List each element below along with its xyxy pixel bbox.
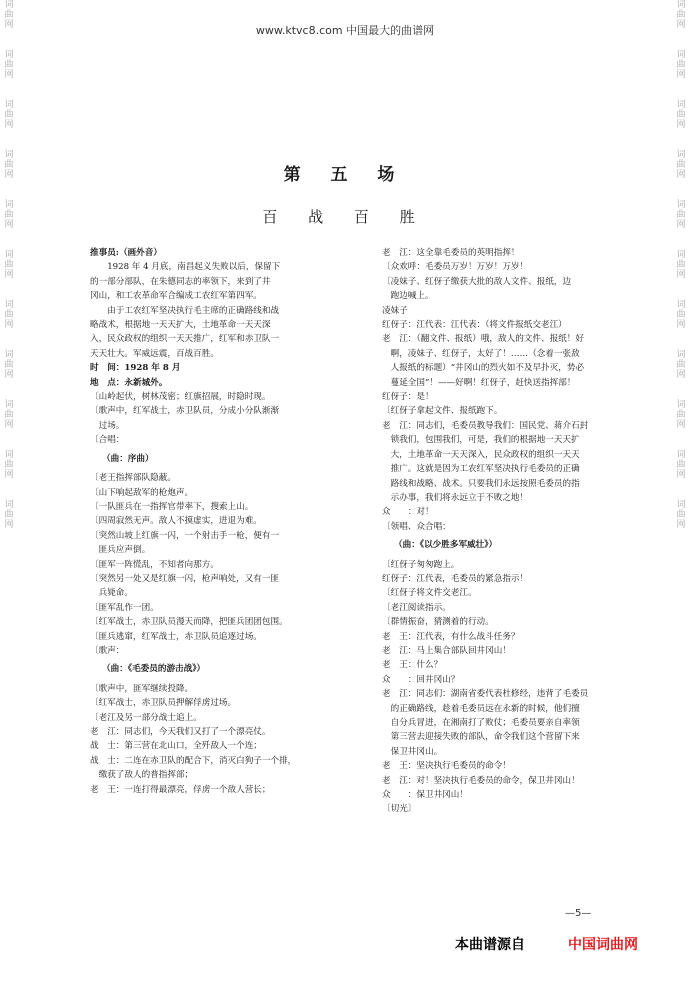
script-line: 老 江：同志们，毛委员教导我们：国民党、蒋介石封 (382, 420, 589, 431)
script-line: 〔红伢子将文件交老江。 (382, 588, 477, 599)
script-line: 〔红军战士，赤卫队员押解俘虏过场。 (90, 698, 237, 709)
script-line: 凌妹子 (382, 305, 408, 316)
watermark-char: 曲 (4, 160, 14, 170)
script-left-column (90, 246, 348, 797)
watermark-char: 曲 (676, 60, 686, 70)
script-line: 〔凌妹子、红伢子缴获大批的敌人文件、报纸，边 (382, 276, 572, 287)
script-line: 过场。 (90, 420, 125, 431)
watermark-char: 曲 (676, 210, 686, 220)
watermark-char: 曲 (4, 310, 14, 320)
script-line: 〔突然另一处又是红旗一闪，枪声响处，又有一匪 (90, 573, 280, 584)
song-heading: （曲：序曲） (102, 453, 154, 464)
watermark-char: 词 (4, 400, 14, 410)
script-line: 路线和战略、战术。只要我们永远按照毛委员的指 (382, 478, 580, 489)
watermark-char: 曲 (676, 310, 686, 320)
script-line: 缴获了敌人的普指挥部； (90, 770, 194, 781)
script-line: 〔突然山坡上红旗一闪，一个射击手一枪，便有一 (90, 530, 280, 541)
script-line: 〔匪军乱作一团。 (90, 602, 159, 613)
script-line: 〔老江及另一部分战士追上。 (90, 712, 202, 723)
script-line: 示办事，我们将永远立于不败之地！ (382, 492, 529, 503)
watermark-char: 曲 (676, 460, 686, 470)
watermark-char: 曲 (4, 110, 14, 120)
script-line: 略战术，根据地一天天扩大，土地革命一天天深 (90, 320, 271, 331)
script-line: 推事员:（画外音） (90, 248, 162, 258)
watermark-char: 词 (676, 450, 686, 460)
watermark-char: 曲 (676, 260, 686, 270)
script-line: 1928 年 4 月底，南昌起义失败以后，保留下 (90, 262, 281, 273)
script-line: 锁我们，包围我们，可是，我们的根据地一天天扩 (382, 435, 580, 446)
script-line: 老 王：江代表，有什么战斗任务？ (382, 631, 520, 642)
watermark-char: 词 (4, 0, 14, 10)
watermark-char: 网 (4, 170, 14, 180)
footer-site-name[interactable]: 中国词曲网 (568, 937, 638, 953)
watermark-char: 网 (676, 370, 686, 380)
script-line: 的一部分部队，在朱德同志的率领下，来到了井 (90, 276, 271, 287)
script-line: 战 士：第三营在北山口，全歼敌人一个连； (90, 741, 262, 752)
script-line: 〔众欢呼：毛委员万岁！万岁！万岁！ (382, 262, 529, 273)
script-line: 〔歌声中，红军战士，赤卫队员，分成小分队渐渐 (90, 406, 280, 417)
header-url[interactable]: www.ktvc8.com 中国最大的曲谱网 (255, 24, 435, 37)
watermark-char: 词 (4, 250, 14, 260)
script-line: 〔红伢子拿起文件、报纸跑下。 (382, 406, 503, 417)
watermark-char: 网 (676, 70, 686, 80)
script-line: 啊，凌妹子、红伢子，太好了！……（念着一张敌 (382, 348, 580, 359)
script-line: 大，土地革命一天天深入，民众政权的组织一天天 (382, 449, 580, 460)
watermark-char: 曲 (4, 410, 14, 420)
script-line: 众 ：回井冈山？ (382, 674, 460, 685)
watermark-char: 曲 (4, 460, 14, 470)
watermark-char: 网 (4, 420, 14, 430)
script-line: 〔匪兵逃窜，红军战士，赤卫队员追逐过场。 (90, 631, 262, 642)
script-line: 第三营去迎接失败的部队，命令我们这个营留下来 (382, 732, 580, 743)
script-line: 跑边喊上。 (382, 291, 434, 302)
watermark-char: 网 (676, 470, 686, 480)
watermark-char: 网 (4, 220, 14, 230)
watermark-char: 网 (676, 320, 686, 330)
watermark-char: 网 (676, 220, 686, 230)
script-line: 老 江：马上集合部队回井冈山！ (382, 645, 511, 656)
script-line: 入，民众政权的组织一天天推广，红军和赤卫队一 (90, 334, 280, 345)
script-line: 〔切光〕 (382, 804, 417, 815)
watermark-char: 曲 (4, 210, 14, 220)
watermark-char: 词 (4, 300, 14, 310)
script-line: 老 王：什么？ (382, 660, 443, 671)
watermark-char: 网 (4, 70, 14, 80)
script-line: 红伢子：是！ (382, 392, 434, 403)
watermark-char: 词 (676, 0, 686, 10)
watermark-char: 词 (4, 500, 14, 510)
watermark-char: 网 (676, 420, 686, 430)
watermark-char: 曲 (676, 160, 686, 170)
watermark-char: 网 (4, 470, 14, 480)
script-line: 〔山下响起敌军的枪炮声。 (90, 487, 194, 498)
watermark-char: 词 (676, 100, 686, 110)
script-line: 老 江：同志们，今天我们又打了一个漂亮仗。 (90, 727, 271, 737)
watermark-char: 词 (676, 350, 686, 360)
script-line: 战 士：二连在赤卫队的配合下，消灭白狗子一个排， (90, 755, 297, 766)
watermark-char: 网 (676, 520, 686, 530)
watermark-char: 曲 (676, 510, 686, 520)
watermark-char: 词 (676, 250, 686, 260)
script-line: 众 ：保卫井冈山！ (382, 790, 468, 801)
script-right-column (382, 246, 610, 817)
watermark-char: 曲 (4, 360, 14, 370)
footer-source-label: 本曲谱源自 (455, 937, 525, 953)
watermark-char: 词 (676, 200, 686, 210)
script-line: 〔一队匪兵在一指挥官带率下，搜索上山。 (90, 501, 254, 512)
script-line: 老 江：（翻文件、报纸）哦，敌人的文件、报纸！好 (382, 334, 584, 345)
watermark-left (2, 0, 16, 550)
watermark-char: 网 (676, 270, 686, 280)
watermark-char: 曲 (676, 10, 686, 20)
scene-title: 第 五 场 (283, 165, 407, 185)
script-line: 〔红伢子匆匆跑上。 (382, 559, 460, 570)
watermark-char: 曲 (4, 60, 14, 70)
watermark-char: 词 (676, 50, 686, 60)
script-line: 保卫井冈山。 (382, 746, 443, 757)
script-line: 〔歌声中，匪军继续投降。 (90, 683, 194, 694)
script-line: 老 王：一连打得最漂亮，俘虏一个敌人营长； (90, 784, 271, 795)
script-line: 〔群情振奋，猜测着的行动。 (382, 617, 494, 628)
watermark-char: 网 (4, 370, 14, 380)
script-line: 〔合唱： (90, 435, 125, 446)
script-line: 〔匪军一阵慌乱，不知者向那方。 (90, 559, 219, 570)
script-line: 时 间：1928 年 8 月 (90, 363, 181, 374)
watermark-char: 词 (676, 300, 686, 310)
script-line: 老 江：同志们：湖南省委代表杜修经，违背了毛委员 (382, 689, 589, 700)
script-line: 由于工农红军坚决执行毛主席的正确路线和战 (90, 305, 280, 316)
watermark-char: 网 (676, 20, 686, 30)
script-line: 天天壮大。军威远震，百战百胜。 (90, 348, 219, 359)
script-line: 人报纸的标题）“井冈山的烈火如不及早扑灭，势必 (382, 363, 585, 374)
script-line: 〔老江阅读指示。 (382, 602, 451, 613)
watermark-char: 曲 (4, 510, 14, 520)
watermark-char: 曲 (676, 110, 686, 120)
script-line: 的正确路线，趁着毛委员远在永新的时候，他们擅 (382, 703, 580, 714)
watermark-char: 曲 (4, 10, 14, 20)
script-line: 自分兵冒进，在湘南打了败仗；毛委员要亲自率领 (382, 718, 580, 728)
script-line: 冈山，和工农革命军合编成工农红军第四军。 (90, 291, 262, 302)
script-line: 匪兵应声倒。 (90, 545, 151, 556)
script-line: 蔓延全国”！——好啊！红伢子，赶快送指挥部！ (382, 377, 576, 388)
watermark-char: 网 (4, 520, 14, 530)
song-heading: （曲：《毛委员的游击战》） (102, 664, 206, 675)
script-line: 〔老王指挥部队隐蔽。 (90, 473, 176, 484)
script-line: 〔红军战士，赤卫队员漫天而降，把匪兵团团包围。 (90, 617, 288, 628)
script-line: 〔山岭起伏，树林茂密；红旗招展，时隐时现。 (90, 392, 271, 403)
watermark-char: 词 (676, 500, 686, 510)
script-line: 〔领唱、众合唱： (382, 521, 451, 532)
script-line: 〔歌声： (90, 645, 125, 656)
script-line: 红伢子：江代表：江代表：（将文件报纸交老江） (382, 320, 567, 331)
watermark-char: 词 (4, 150, 14, 160)
script-line: 老 江：这全靠毛委员的英明指挥！ (382, 248, 520, 258)
watermark-char: 曲 (4, 260, 14, 270)
watermark-char: 词 (676, 400, 686, 410)
script-line: 兵毙命。 (90, 588, 133, 599)
watermark-char: 词 (4, 50, 14, 60)
watermark-char: 网 (4, 320, 14, 330)
scene-subtitle: 百 战 百 胜 (262, 208, 428, 226)
watermark-char: 词 (4, 450, 14, 460)
script-line: 地 点：永新城外。 (90, 377, 168, 388)
page-number: —5— (565, 908, 592, 919)
watermark-char: 词 (676, 150, 686, 160)
watermark-right (674, 0, 688, 550)
watermark-char: 词 (4, 350, 14, 360)
watermark-char: 曲 (676, 360, 686, 370)
script-line: 众 ：对！ (382, 507, 434, 518)
watermark-char: 网 (4, 270, 14, 280)
script-line: 〔四周寂然无声。敌人不摸虚实，进退为难。 (90, 516, 262, 527)
script-line: 老 王：坚决执行毛委员的命令！ (382, 761, 511, 772)
song-heading: （曲：《以少胜多军威壮》） (394, 540, 498, 551)
watermark-char: 曲 (676, 410, 686, 420)
script-line: 红伢子：江代表，毛委员的紧急指示！ (382, 573, 529, 584)
watermark-char: 网 (676, 120, 686, 130)
watermark-char: 词 (4, 200, 14, 210)
watermark-char: 网 (4, 20, 14, 30)
watermark-char: 词 (4, 100, 14, 110)
watermark-char: 网 (676, 170, 686, 180)
watermark-char: 网 (4, 120, 14, 130)
script-line: 推广。这就是因为工农红军坚决执行毛委员的正确 (382, 464, 580, 475)
script-line: 老 江：对！坚决执行毛委员的命令，保卫井冈山！ (382, 775, 580, 786)
